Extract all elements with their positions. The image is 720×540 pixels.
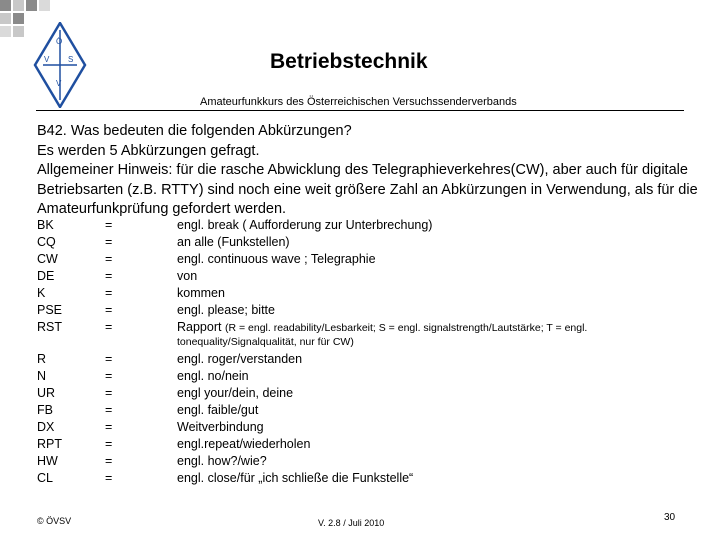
abbr-code: DX <box>37 420 55 434</box>
page-subtitle: Amateurfunkkurs des Österreichischen Versuchssenderverbands <box>200 96 517 108</box>
page-title: Betriebstechnik <box>270 50 428 73</box>
svg-text:V: V <box>44 55 50 64</box>
corner-square <box>0 13 11 24</box>
abbr-meaning: engl. how?/wie? <box>177 454 267 468</box>
abbr-code: K <box>37 286 46 300</box>
page-number: 30 <box>664 512 676 523</box>
equals-sign: = <box>105 420 113 434</box>
footer-version: V. 2.8 / Juli 2010 <box>318 518 385 528</box>
count-line: Es werden 5 Abkürzungen gefragt. <box>37 142 260 159</box>
equals-sign: = <box>105 437 113 451</box>
abbr-code: UR <box>37 386 56 400</box>
corner-square <box>26 0 37 11</box>
abbr-meaning: engl. no/nein <box>177 369 249 383</box>
abbr-meaning: Rapport <box>177 320 222 334</box>
equals-sign: = <box>105 320 113 334</box>
abbr-code: RPT <box>37 437 62 451</box>
abbr-meaning-block <box>177 320 587 348</box>
equals-sign: = <box>105 286 113 300</box>
header-divider <box>36 110 684 111</box>
equals-sign: = <box>105 252 113 266</box>
abbr-meaning: von <box>177 269 198 283</box>
corner-square <box>39 0 50 11</box>
corner-square <box>0 0 11 11</box>
abbr-meaning: engl. continuous wave ; Telegraphie <box>177 252 376 266</box>
equals-sign: = <box>105 386 113 400</box>
equals-sign: = <box>105 218 113 232</box>
abbr-code: RST <box>37 320 62 334</box>
footer-copyright: © ÖVSV <box>37 516 72 526</box>
abbr-code: N <box>37 369 47 383</box>
abbr-code: FB <box>37 403 53 417</box>
abbr-meaning: an alle (Funkstellen) <box>177 235 290 249</box>
corner-square <box>0 26 11 37</box>
abbr-code: CW <box>37 252 58 266</box>
abbr-code: BK <box>37 218 54 232</box>
abbr-meaning: engl your/dein, deine <box>177 386 294 400</box>
abbr-code: HW <box>37 454 58 468</box>
equals-sign: = <box>105 403 113 417</box>
abbr-meaning: engl. break ( Aufforderung zur Unterbrechung) <box>177 218 433 232</box>
abbr-code: R <box>37 352 47 366</box>
equals-sign: = <box>105 471 113 485</box>
svg-text:S: S <box>68 55 74 64</box>
abbr-code: CL <box>37 471 53 485</box>
equals-sign: = <box>105 352 113 366</box>
abbr-meaning: engl. close/für „ich schließe die Funkstelle“ <box>177 471 414 485</box>
abbr-meaning: engl.repeat/wiederholen <box>177 437 311 451</box>
oevsv-logo <box>30 22 90 108</box>
abbr-code: CQ <box>37 235 56 249</box>
abbr-detail-continued: tonequality/Signalqualität, nur für CW) <box>177 336 354 348</box>
equals-sign: = <box>105 269 113 283</box>
corner-square <box>13 26 24 37</box>
abbr-code: DE <box>37 269 55 283</box>
abbr-meaning: kommen <box>177 286 225 300</box>
equals-sign: = <box>105 369 113 383</box>
corner-square <box>13 13 24 24</box>
svg-text:V: V <box>56 79 62 88</box>
equals-sign: = <box>105 454 113 468</box>
intro-block <box>37 122 707 220</box>
equals-sign: = <box>105 235 113 249</box>
abbr-meaning: engl. roger/verstanden <box>177 352 303 366</box>
equals-sign: = <box>105 303 113 317</box>
abbr-meaning: engl. please; bitte <box>177 303 275 317</box>
svg-text:Ö: Ö <box>56 37 63 46</box>
corner-square <box>13 0 24 11</box>
general-note: Allgemeiner Hinweis: für die rasche Abwicklung des Telegraphieverkehres(CW), aber auch für digitale Betriebsarten (z.B. RTTY) sind noch eine weit größere Zahl an Abkürzungen in Verwendung, als für die Amateurfunkprüfung gefordert werden. <box>37 162 698 217</box>
abbr-detail: (R = engl. readability/Lesbarkeit; S = engl. signalstrength/Lautstärke; T = engl. <box>224 322 588 334</box>
abbr-meaning: engl. faible/gut <box>177 403 259 417</box>
abbr-meaning: Weitverbindung <box>177 420 264 434</box>
question-line: B42. Was bedeuten die folgenden Abkürzungen? <box>37 123 352 139</box>
abbr-code: PSE <box>37 303 63 317</box>
